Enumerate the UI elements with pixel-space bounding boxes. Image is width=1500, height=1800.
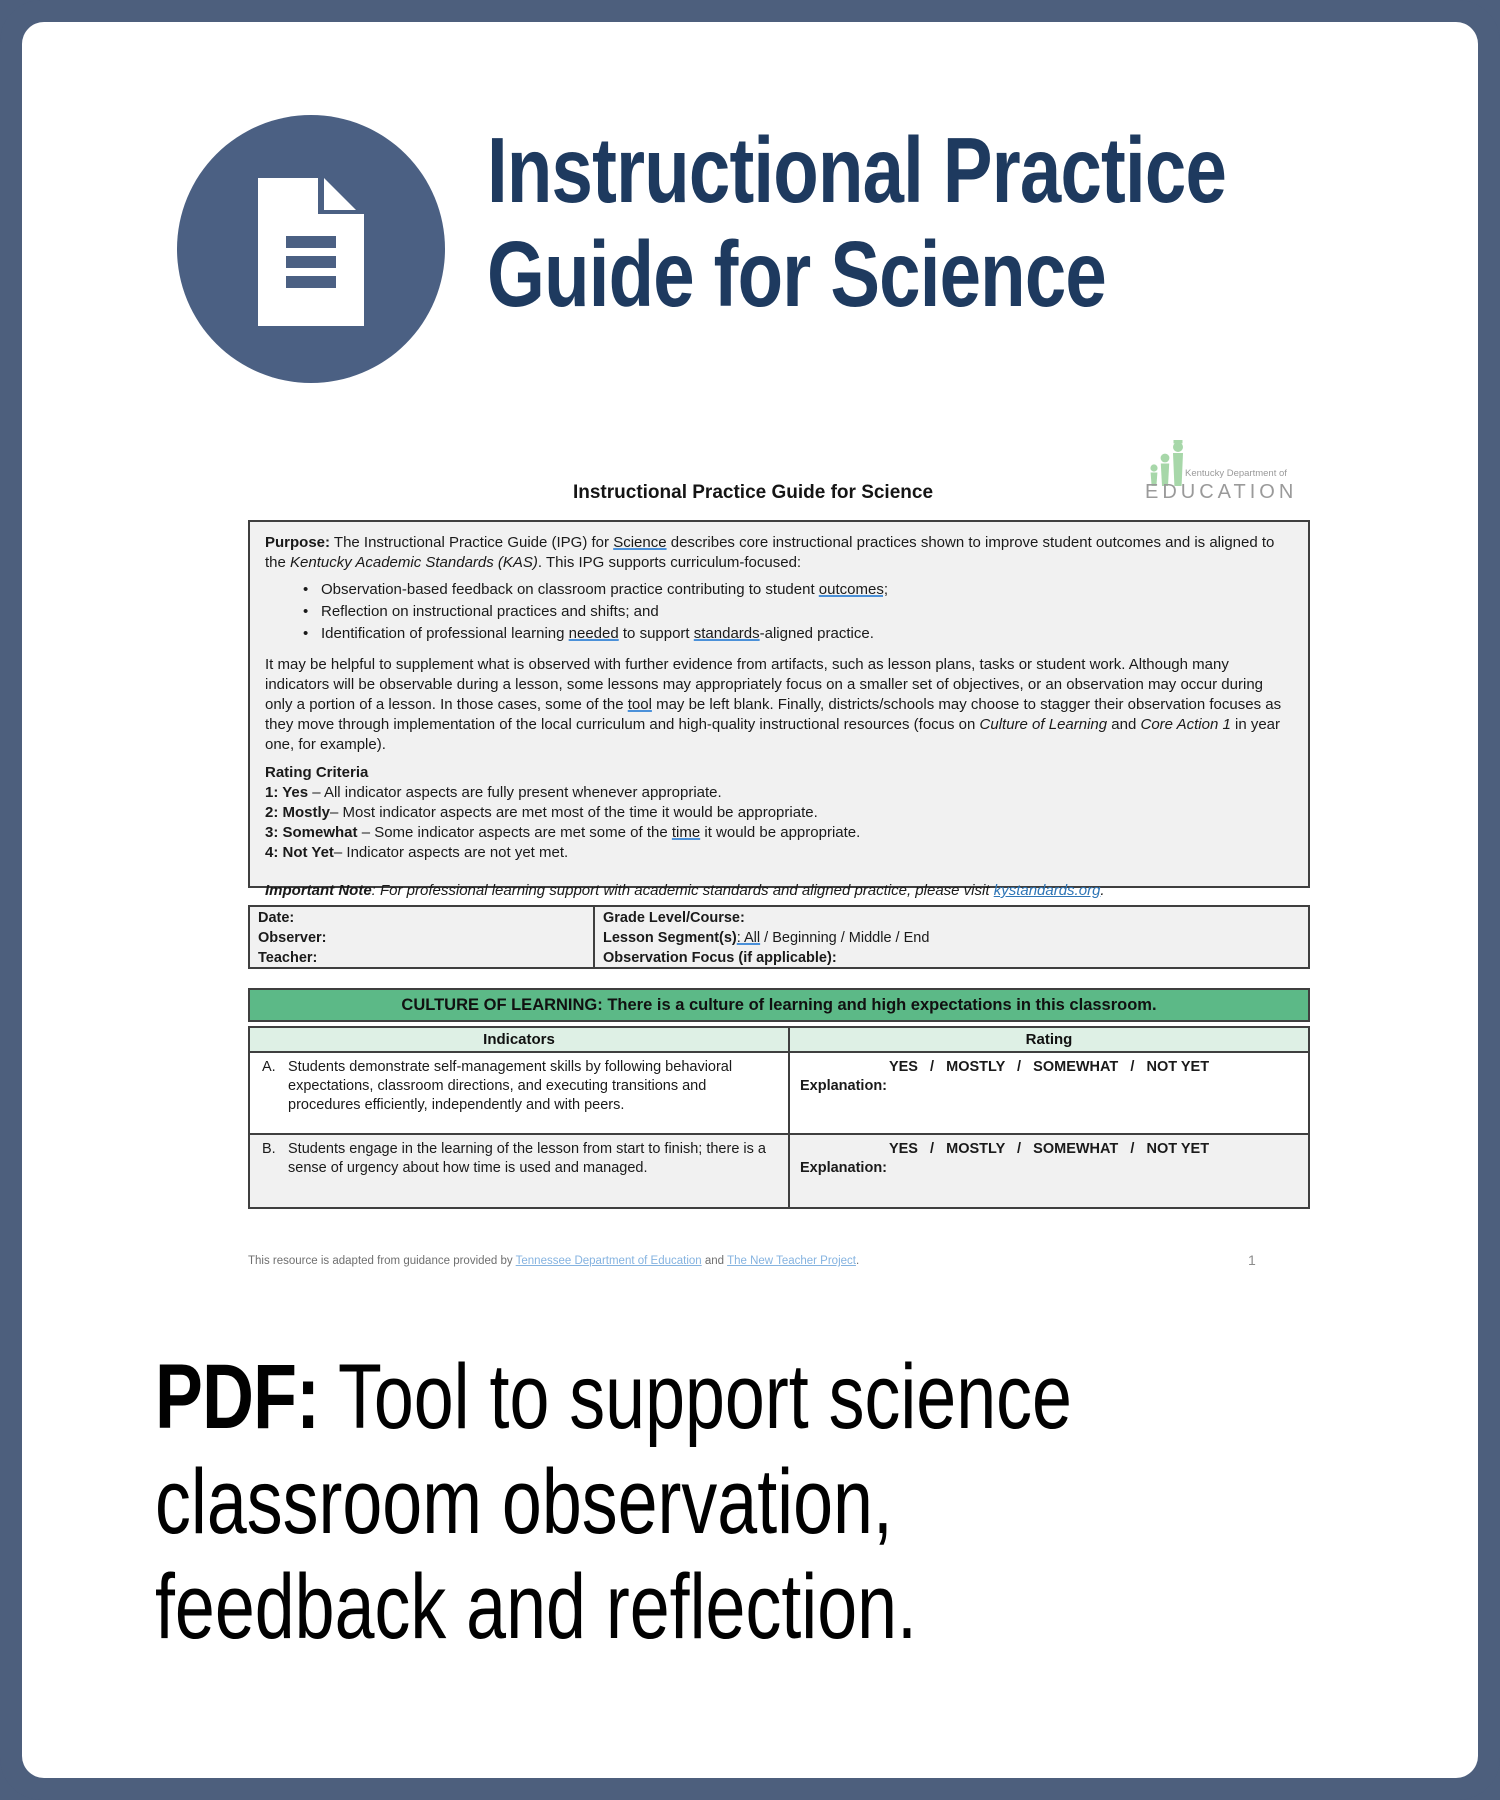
important-note: Important Note: For professional learning support with academic standards and aligned practice, please visit kystandards.org. — [265, 882, 1105, 899]
purpose-bullet: • Identification of professional learning needed to support standards-aligned practice. — [265, 623, 1293, 645]
observer-label: Observer: — [258, 930, 327, 946]
teacher-label: Teacher: — [258, 950, 318, 966]
indicator-id: A. — [262, 1059, 276, 1075]
info-table-left-column — [250, 907, 595, 967]
info-table-right-column — [595, 907, 1308, 967]
indicator-cell — [250, 1135, 790, 1207]
observation-focus-label: Observation Focus (if applicable): — [603, 950, 837, 966]
purpose-box — [248, 520, 1310, 899]
rating-cell — [790, 1053, 1308, 1133]
page-title-line2: Guide for Science — [487, 222, 1106, 326]
rating-criteria-line: 2: Mostly– Most indicator aspects are met most of the time it would be appropriate. — [265, 804, 818, 821]
indicator-id: B. — [262, 1141, 276, 1157]
indicators-column-header: Indicators — [250, 1028, 790, 1051]
rating-column-header: Rating — [1025, 1031, 1073, 1048]
culture-table-body — [248, 1053, 1310, 1209]
purpose-paragraph: It may be helpful to supplement what is observed with further evidence from artifacts, such as lesson plans, tasks or student work. Although many indicators will be observable during a lesson, some lessons may appropriately focus on a smaller set of objectives, or an observation may occur during only a portion of a lesson. In those cases, some of the tool may be left blank. Finally, districts/schools may choose to stagger their observation focuses as they move through implementation of the local curriculum and high-quality instructional resources (focus on Culture of Learning and Core Action 1 in year one, for example). — [265, 656, 1282, 753]
page-number: 1 — [1248, 1252, 1256, 1268]
purpose-bullet: • Reflection on instructional practices and shifts; and — [265, 601, 1293, 623]
table-row — [250, 1133, 1308, 1207]
kde-logo-department-text: Kentucky Department of — [1185, 468, 1287, 479]
rating-criteria-title: Rating Criteria — [265, 764, 369, 781]
indicator-cell — [250, 1053, 790, 1133]
caption-line: classroom observation, — [155, 1451, 893, 1553]
rating-criteria-line: 3: Somewhat – Some indicator aspects are met some of the time it would be appropriate. — [265, 824, 861, 841]
lesson-segments-label: Lesson Segment(s): All / Beginning / Middle / End — [603, 930, 930, 946]
rating-criteria-line: 1: Yes – All indicator aspects are fully present whenever appropriate. — [265, 784, 722, 801]
explanation-label: Explanation: — [800, 1160, 888, 1176]
purpose-intro: Purpose: The Instructional Practice Guide (IPG) for Science describes core instructional practices shown to improve student outcomes and is aligned to the Kentucky Academic Standards (KAS). This IPG supports curriculum-focused: — [265, 534, 1275, 571]
pdf-footer-attribution: This resource is adapted from guidance provided by Tennessee Department of Education and The New Teacher Project. — [248, 1255, 860, 1267]
caption-line: PDF: Tool to support science — [155, 1346, 1072, 1448]
date-label: Date: — [258, 910, 295, 926]
explanation-label: Explanation: — [800, 1078, 888, 1094]
rating-criteria-line: 4: Not Yet– Indicator aspects are not yet met. — [265, 844, 569, 861]
caption-line: feedback and reflection. — [155, 1556, 917, 1658]
table-row — [250, 1053, 1308, 1133]
caption — [155, 1345, 1403, 1660]
culture-of-learning-header: CULTURE OF LEARNING: There is a culture of learning and high expectations in this classroom. — [248, 988, 1310, 1022]
grade-level-label: Grade Level/Course: — [603, 910, 745, 926]
observation-info-table — [248, 905, 1310, 969]
kde-logo-education-text: EDUCATION — [1145, 481, 1298, 503]
culture-table-column-headers — [248, 1026, 1310, 1053]
rating-options: YES / MOSTLY / SOMEWHAT / NOT YET — [888, 1141, 1210, 1157]
indicator-text: Students engage in the learning of the lesson from start to finish; there is a sense of urgency about how time is used and managed. — [288, 1141, 766, 1176]
purpose-bullet-list — [265, 579, 1293, 645]
rating-cell — [790, 1135, 1308, 1207]
rating-options: YES / MOSTLY / SOMEWHAT / NOT YET — [888, 1059, 1210, 1075]
page-title-line1: Instructional Practice — [487, 118, 1227, 222]
purpose-bullet: • Observation-based feedback on classroom practice contributing to student outcomes; — [265, 579, 1293, 601]
pdf-document-title: Instructional Practice Guide for Science — [572, 482, 934, 503]
indicator-text: Students demonstrate self-management skills by following behavioral expectations, classroom directions, and executing transitions and procedures efficiently, independently and with peers. — [288, 1059, 733, 1113]
